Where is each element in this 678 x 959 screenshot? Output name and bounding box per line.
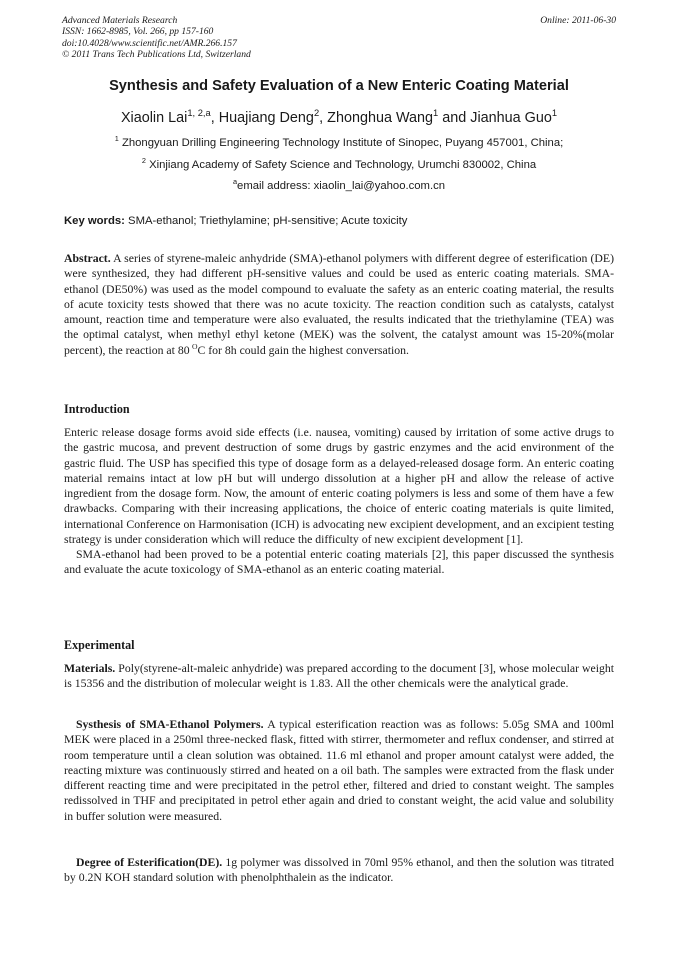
affiliation-mark: 2: [141, 156, 146, 166]
author-name: Xiaolin Lai: [120, 110, 188, 126]
de-text: 1g polymer was dissolved in 70ml 95% ethanol, and then the solution was titrated by 0.2N KOH standard solution with phenolphthalein as the indicator.: [64, 856, 615, 885]
abstract: [64, 251, 614, 358]
keywords: [64, 215, 614, 227]
degree-sup: O: [191, 341, 198, 351]
affiliation-text: Zhongyuan Drilling Engineering Technology Institute of Sinopec, Puyang 457001, China;: [121, 137, 564, 149]
issn-line: ISSN: 1662-8985, Vol. 266, pp 157-160: [62, 26, 214, 38]
introduction-body: [64, 425, 614, 578]
materials-text: Poly(styrene-alt-maleic anhydride) was prepared according to the document [3], whose molecular weight is 15356 and the distribution of molecular weight is 1.83. All the other chemicals were the analytical grade.: [64, 662, 615, 691]
copyright-line: © 2011 Trans Tech Publications Ltd, Switzerland: [62, 49, 251, 61]
de-paragraph: [64, 855, 614, 886]
materials-label: Materials.: [64, 662, 116, 675]
online-date: Online: 2011-06-30: [540, 15, 616, 26]
abstract-text-end: C for 8h could gain the highest conversation.: [197, 343, 409, 357]
de-label: Degree of Esterification(DE).: [76, 856, 223, 869]
intro-paragraph-1: Enteric release dosage forms avoid side effects (i.e. nausea, vomiting) caused by irritation of some active drugs to the gastric mucosa, and prevent destruction of some drugs by gastric enzymes and the acid environment of the gastric fluid. The USP has specified this type of dosage form as a delayed-released dosage form. An enteric coating material remains intact at low pH but will undergo dissolution at a higher pH and allow the release of active ingredient from the dosage form. Now, the amount of enteric coating polymers is less and some of them have a few drawbacks. Comparing with their increasing applications, the choice of enteric coating materials is quite limited, international Conference on Harmonisation (ICH) is advocating new excipient development, and an excipient testing strategy is under consideration which will reduce the difficulty of new excipient development [1].: [64, 426, 614, 546]
author-separator: and: [438, 110, 471, 126]
affiliation-mark: 1: [114, 134, 119, 144]
synthesis-paragraph: [64, 717, 614, 824]
keywords-label: Key words:: [64, 215, 125, 227]
paper-title: Synthesis and Safety Evaluation of a New Enteric Coating Material: [109, 78, 569, 94]
introduction-heading: Introduction: [64, 402, 130, 416]
materials-paragraph: [64, 661, 614, 692]
affiliation-2: [30, 156, 648, 171]
affiliation-mark: a: [232, 177, 238, 187]
abstract-label: Abstract.: [64, 252, 111, 265]
author-separator: ,: [210, 110, 219, 126]
email-line: [30, 177, 648, 192]
author-list: [30, 110, 648, 126]
keywords-text: SMA-ethanol; Triethylamine; pH-sensitive; Acute toxicity: [128, 215, 408, 227]
author-affiliation-mark: 2: [313, 108, 320, 119]
author-separator: ,: [319, 110, 328, 126]
synthesis-text: A typical esterification reaction was as follows: 5.05g SMA and 100ml MEK were placed in a 250ml three-necked flask, fitted with stirrer, thermometer and reflux condenser, and stirred at room temperature until a clean solution was obtained. 11.6 ml ethanol and proper amount catalyst were added, the reacting mixture was continuously stirred and heated on a oil bath. The samples were extracted from the flask under different reacting time and were precipitated in the petrol ether, filtered and dried to constant weight. The samples redissolved in THF and precipitated in petrol ether again and dried to constant weight, the acid value and solubility in buffer solution were measured.: [64, 718, 614, 823]
author-affiliation-mark: 1, 2,a: [187, 108, 211, 119]
intro-paragraph-2: SMA-ethanol had been proved to be a potential enteric coating materials [2], this paper discussed the synthesis and evaluate the acute toxicology of SMA-ethanol as an enteric coating material.: [64, 548, 614, 577]
affiliation-1: [30, 134, 648, 149]
experimental-heading: Experimental: [64, 638, 135, 652]
author-affiliation-mark: 1: [433, 108, 439, 119]
journal-header: [62, 15, 616, 61]
affiliation-text: Xinjiang Academy of Safety Science and Technology, Urumchi 830002, China: [149, 159, 537, 171]
abstract-text: A series of styrene-maleic anhydride (SMA)-ethanol polymers with different degree of esterification (DE) were synthesized, they had different pH-sensitive values and could be used as enteric coating materials. SMA-ethanol (DE50%) was used as the model compound to evaluate the safety as an enteric coating material, the results of acute toxicity tests showed that there was no acute toxicity. The reaction condition such as catalysts, catalyst amount, reaction time and temperature were also evaluated, the results indicated that the triethylamine (TEA) was the optimal catalyst, when methyl ethyl ketone (MEK) was the solvent, the catalyst amount was 15-20%(molar percent), the reaction at 80: [64, 252, 614, 357]
email-text: email address: xiaolin_lai@yahoo.com.cn: [237, 180, 446, 192]
doi-line: doi:10.4028/www.scientific.net/AMR.266.157: [62, 37, 237, 49]
author-name: Huajiang Deng: [218, 110, 314, 126]
author-name: Zhonghua Wang: [327, 110, 434, 126]
synthesis-label: Systhesis of SMA-Ethanol Polymers.: [76, 718, 264, 731]
author-affiliation-mark: 1: [551, 108, 558, 119]
author-name: Jianhua Guo: [470, 110, 552, 126]
journal-name: Advanced Materials Research: [62, 15, 178, 26]
